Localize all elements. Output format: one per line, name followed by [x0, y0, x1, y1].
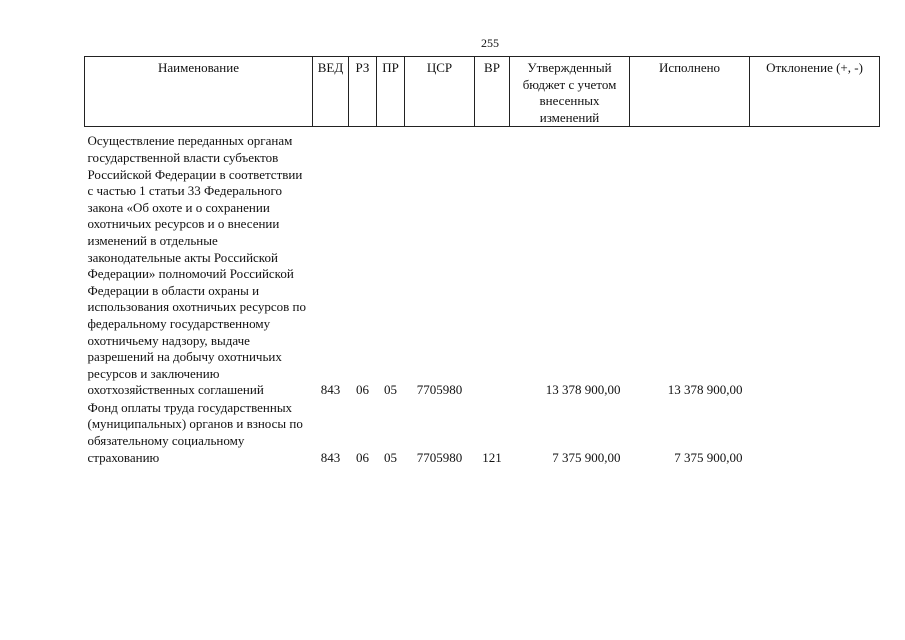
row-executed-amount: 7 375 900,00 [674, 449, 743, 465]
row-vr [475, 127, 510, 399]
row-csr: 7705980 [416, 382, 463, 398]
header-ved: ВЕД [313, 57, 349, 127]
header-approved-budget: Утвержденный бюджет с учетом внесенных изменений [510, 57, 630, 127]
page-number: 255 [481, 36, 499, 50]
table-row [85, 127, 880, 399]
row-vr: 121 [482, 449, 502, 465]
header-executed: Исполнено [630, 57, 750, 127]
table-row [85, 399, 880, 466]
budget-table [84, 56, 880, 466]
row-rz: 06 [356, 449, 369, 465]
row-approved-amount: 7 375 900,00 [552, 449, 621, 465]
row-name: Фонд оплаты труда государственных (муниципальных) органов и взносы по обязательному социальному страхованию [87, 399, 303, 465]
header-deviation: Отклонение (+, -) [750, 57, 880, 127]
table-header [85, 57, 880, 127]
header-pr: ПР [377, 57, 405, 127]
row-ved: 843 [320, 382, 341, 398]
row-approved-amount: 13 378 900,00 [545, 382, 621, 398]
row-csr: 7705980 [416, 449, 463, 465]
header-rz: РЗ [349, 57, 377, 127]
row-deviation [750, 127, 880, 399]
row-name: Осуществление переданных органам государственной власти субъектов Российской Федерации в соответствии с частью 1 статьи 33 Федерального закона «Об охоте и о сохранении охотничьих ресурсов и о внесении изменений в отдельные законодательные акты Российской Федерации» полномочий Российской Федерации в области охраны и использования охотничьих ресурсов по федеральному государственному охотничьему надзору, выдаче разрешений на добычу охотничьих ресурсов и заключению охотхозяйственных соглашений [87, 133, 306, 398]
row-ved: 843 [320, 449, 341, 465]
header-csr: ЦСР [405, 57, 475, 127]
header-vr: ВР [475, 57, 510, 127]
row-pr: 05 [384, 382, 397, 398]
row-executed-amount: 13 378 900,00 [667, 382, 743, 398]
header-name: Наименование [85, 57, 313, 127]
row-rz: 06 [356, 382, 369, 398]
row-deviation [750, 399, 880, 466]
row-pr: 05 [384, 449, 397, 465]
